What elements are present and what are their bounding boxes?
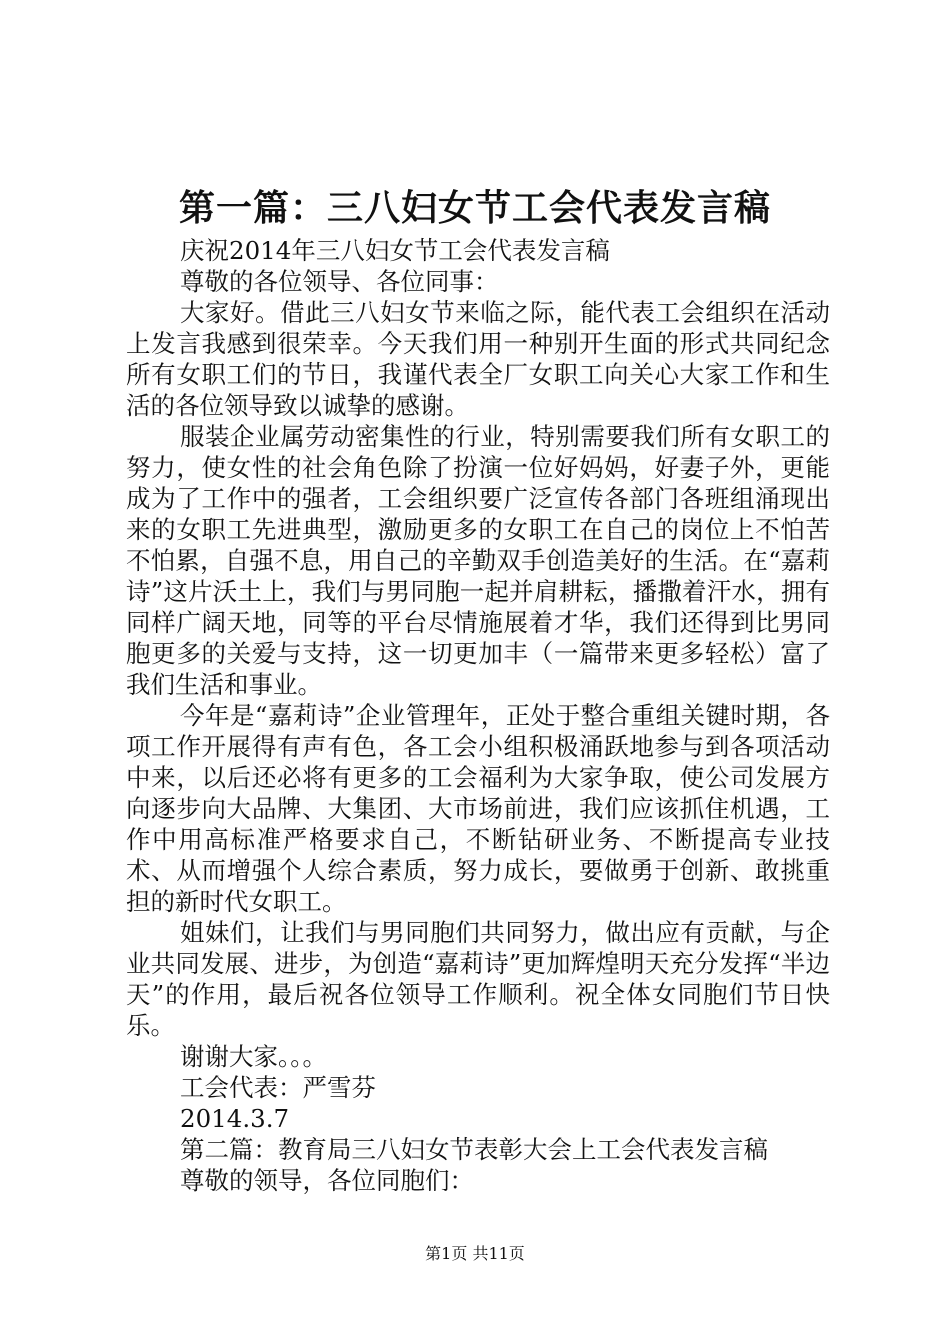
document-body [126,235,830,1196]
paragraph: 姐妹们，让我们与男同胞们共同努力，做出应有贡献，与企业共同发展、进步，为创造“嘉莉诗”更加辉煌明天充分发挥“半边天”的作用，最后祝各位领导工作顺利。祝全体女同胞们节日快乐。 [126,918,830,1040]
paragraph: 服装企业属劳动密集性的行业，特别需要我们所有女职工的努力，使女性的社会角色除了扮演一位好妈妈，好妻子外，更能成为了工作中的强者，工会组织要广泛宣传各部门各班组涌现出来的女职工先进典型，激励更多的女职工在自己的岗位上不怕苦不怕累，自强不息，用自己的辛勤双手创造美好的生活。在“嘉莉诗”这片沃土上，我们与男同胞一起并肩耕耘，播撒着汗水，拥有同样广阔天地，同等的平台尽情施展着才华，我们还得到比男同胞更多的关爱与支持，这一切更加丰（一篇带来更多轻松）富了我们生活和事业。 [126,422,830,699]
paragraph: 工会代表：严雪芬 [180,1073,376,1102]
paragraph: 尊敬的各位领导、各位同事： [180,267,499,296]
paragraph: 今年是“嘉莉诗”企业管理年，正处于整合重组关键时期，各项工作开展得有声有色，各工会小组积极涌跃地参与到各项活动中来，以后还必将有更多的工会福利为大家争取，使公司发展方向逐步向大品牌、大集团、大市场前进，我们应该抓住机遇，工作中用高标准严格要求自己，不断钻研业务、不断提高专业技术、从而增强个人综合素质，努力成长，要做勇于创新、敢挑重担的新时代女职工。 [126,701,830,916]
paragraph: 2014.3.7 [180,1104,290,1133]
paragraph: 尊敬的领导，各位同胞们： [180,1166,474,1195]
document-title: 第一篇：三八妇女节工会代表发言稿 [178,187,771,229]
paragraph: 谢谢大家。。。 [180,1042,327,1071]
paragraph: 大家好。借此三八妇女节来临之际，能代表工会组织在活动上发言我感到很荣幸。今天我们用一种别开生面的形式共同纪念所有女职工们的节日，我谨代表全厂女职工向关心大家工作和生活的各位领导致以诚挚的感谢。 [126,298,830,420]
page-number-footer: 第1页 共11页 [425,1244,525,1263]
paragraph: 庆祝2014年三八妇女节工会代表发言稿 [180,236,610,265]
paragraph: 第二篇：教育局三八妇女节表彰大会上工会代表发言稿 [180,1135,768,1164]
